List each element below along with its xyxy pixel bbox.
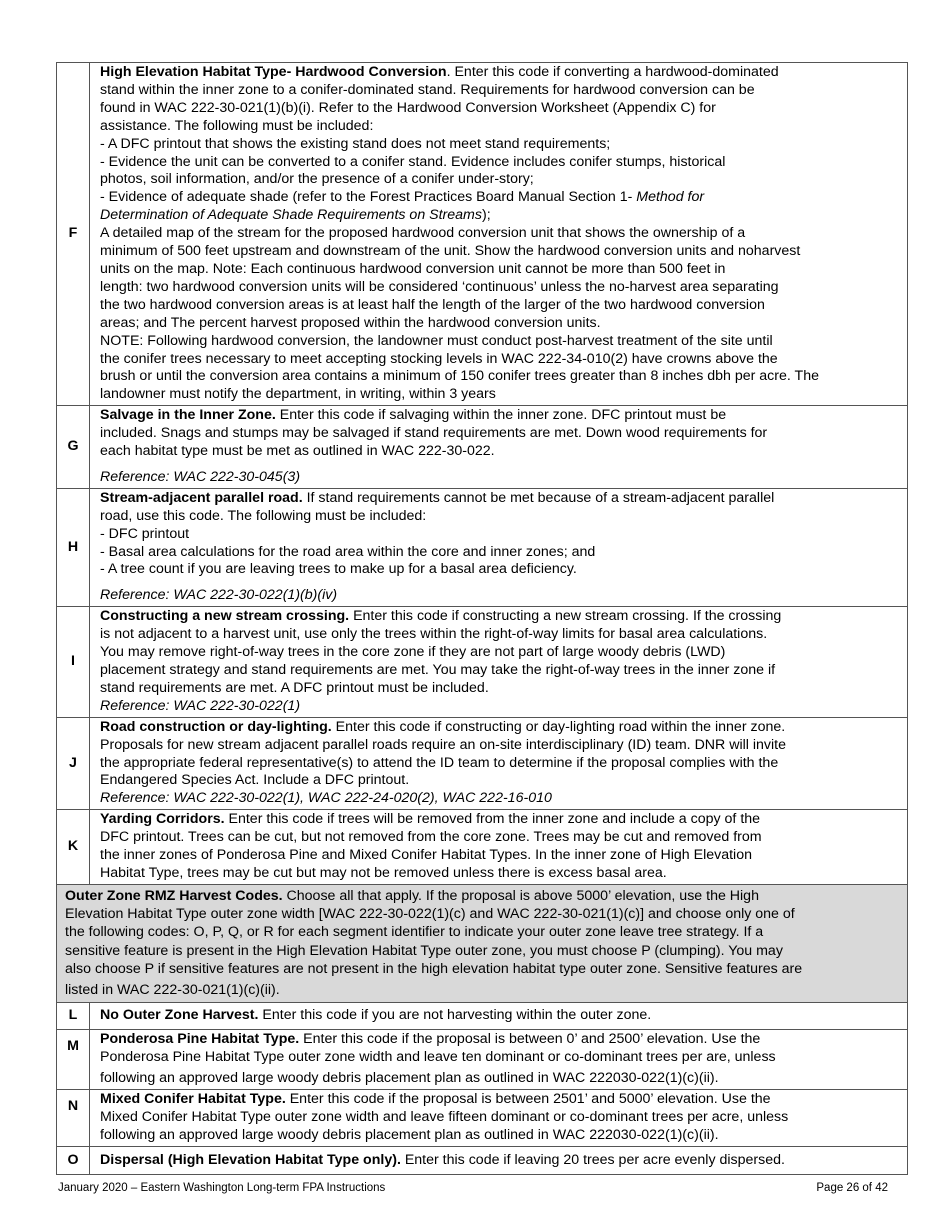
row-title: Dispersal (High Elevation Habitat Type only). bbox=[100, 1151, 401, 1168]
row-title: Road construction or day-lighting. bbox=[100, 718, 332, 735]
row-code: N bbox=[57, 1090, 90, 1147]
harvest-codes-table bbox=[56, 62, 908, 1175]
table-row bbox=[57, 717, 908, 810]
table-row bbox=[57, 488, 908, 606]
row-code: H bbox=[57, 488, 90, 606]
row-title: Yarding Corridors. bbox=[100, 811, 225, 828]
row-code: K bbox=[57, 810, 90, 885]
reference-text: Reference: WAC 222-30-022(1) bbox=[100, 697, 301, 714]
reference-text: Reference: WAC 222-30-022(1), WAC 222-24-020(2), WAC 222-16-010 bbox=[100, 790, 552, 807]
table-row bbox=[57, 1029, 908, 1090]
table-row bbox=[57, 1147, 908, 1175]
row-title: Salvage in the Inner Zone. bbox=[100, 407, 276, 424]
row-title: Stream-adjacent parallel road. bbox=[100, 489, 303, 506]
reference-text: Reference: WAC 222-30-022(1)(b)(iv) bbox=[100, 587, 338, 604]
row-code: I bbox=[57, 607, 90, 717]
outer-zone-section-header: Outer Zone RMZ Harvest Codes. Choose all that apply. If the proposal is above 5000’ elevation, use the High Elevation Habitat Type outer zone width [WAC 222-30-022(1)(c) and WAC 222-30-021(1)(c)] and choose only one of the following codes: O, P, Q, or R for each segment identifier to indicate your outer zone leave tree strategy. If a sensitive feature is present in the High Elevation Habitat Type outer zone, you must choose P (clumping). You may also choose P if sensitive features are not present in the high elevation habitat type outer zone. Sensitive features are listed in WAC 222-30-021(1)(c)(ii). bbox=[57, 884, 908, 1002]
row-description: Stream-adjacent parallel road. If stand requirements cannot be met because of a stream-adjacent parallel road, use this code. The following must be included: - DFC printout - Basal area calculations for the road area within the core and inner zones; and - A tree count if you are leaving trees to make up for a basal area deficiency. Reference: WAC 222-30-022(1)(b)(iv) bbox=[90, 488, 908, 606]
footer-document-title: January 2020 – Eastern Washington Long-term FPA Instructions bbox=[58, 1182, 386, 1194]
table-row bbox=[57, 406, 908, 489]
row-description: Yarding Corridors. Enter this code if trees will be removed from the inner zone and include a copy of the DFC printout. Trees can be cut, but not removed from the core zone. Trees may be cut and removed from the inner zones of Ponderosa Pine and Mixed Conifer Habitat Types. In the inner zone of High Elevation Habitat Type, trees may be cut but may not be removed unless there is excess basal area. bbox=[90, 810, 908, 885]
row-code: L bbox=[57, 1002, 90, 1029]
row-code: M bbox=[57, 1029, 90, 1090]
row-title: Mixed Conifer Habitat Type. bbox=[100, 1091, 286, 1108]
row-title: Ponderosa Pine Habitat Type. bbox=[100, 1030, 300, 1047]
table-row bbox=[57, 810, 908, 885]
table-row bbox=[57, 1090, 908, 1147]
row-title: High Elevation Habitat Type- Hardwood Conversion bbox=[100, 64, 447, 80]
row-description: No Outer Zone Harvest. Enter this code if you are not harvesting within the outer zone. bbox=[90, 1002, 908, 1029]
reference-text: Reference: WAC 222-30-045(3) bbox=[100, 468, 301, 485]
row-description: High Elevation Habitat Type- Hardwood Conversion. Enter this code if converting a hardwood-dominated stand within the inner zone to a conifer-dominated stand. Requirements for hardwood conversion can be found in WAC 222-30-021(1)(b)(i). Refer to the Hardwood Conversion Worksheet (Appendix C) for assistance. The following must be included: - A DFC printout that shows the existing stand does not meet stand requirements; - Evidence the unit can be converted to a conifer stand. Evidence includes conifer stumps, historical photos, soil information, and/or the presence of a conifer under-story; - Evidence of adequate shade (refer to the Forest Practices Board Manual Section 1- Method for Determination of Adequate Shade Requirements on Streams); A detailed map of the stream for the proposed hardwood conversion unit that shows the ownership of a minimum of 500 feet upstream and downstream of the unit. Show the hardwood conversion units and noharvest units on the map. Note: Each continuous hardwood conversion unit cannot be more than 500 feet in length: two hardwood conversion units will be considered ‘continuous’ unless the no-harvest area separating the two hardwood conversion areas is at least half the length of the larger of the two hardwood conversion areas; and The percent harvest proposed within the hardwood conversion units. NOTE: Following hardwood conversion, the landowner must conduct post-harvest treatment of the site until the conifer trees necessary to meet accepting stocking levels in WAC 222-34-010(2) have crowns above the brush or until the conversion area contains a minimum of 150 conifer trees greater than 8 inches dbh per acre. The landowner must notify the department, in writing, within 3 years bbox=[90, 63, 908, 406]
row-description: Mixed Conifer Habitat Type. Enter this code if the proposal is between 2501’ and 5000’ elevation. Use the Mixed Conifer Habitat Type outer zone width and leave fifteen dominant or co-dominant trees per acre, unless following an approved large woody debris placement plan as outlined in WAC 222030-022(1)(c)(ii). bbox=[90, 1090, 908, 1147]
table-row bbox=[57, 607, 908, 717]
row-code: F bbox=[57, 63, 90, 406]
section-header-row bbox=[57, 884, 908, 1002]
section-title: Outer Zone RMZ Harvest Codes. bbox=[65, 887, 283, 904]
table-row bbox=[57, 63, 908, 406]
row-code: J bbox=[57, 717, 90, 810]
row-description: Ponderosa Pine Habitat Type. Enter this code if the proposal is between 0’ and 2500’ elevation. Use the Ponderosa Pine Habitat Type outer zone width and leave ten dominant or co-dominant trees per are, unless following an approved large woody debris placement plan as outlined in WAC 222030-022(1)(c)(ii). bbox=[90, 1029, 908, 1090]
footer-page-number: Page 26 of 42 bbox=[816, 1182, 888, 1194]
table-row bbox=[57, 1002, 908, 1029]
row-description: Dispersal (High Elevation Habitat Type only). Enter this code if leaving 20 trees per acre evenly dispersed. bbox=[90, 1147, 908, 1175]
row-description: Constructing a new stream crossing. Enter this code if constructing a new stream crossing. If the crossing is not adjacent to a harvest unit, use only the trees within the right-of-way limits for basal area calculations. You may remove right-of-way trees in the core zone if they are not part of large woody debris (LWD) placement strategy and stand requirements are met. You may take the right-of-way trees in the inner zone if stand requirements are met. A DFC printout must be included. Reference: WAC 222-30-022(1) bbox=[90, 607, 908, 717]
row-title: No Outer Zone Harvest. bbox=[100, 1006, 259, 1023]
row-title: Constructing a new stream crossing. bbox=[100, 608, 350, 625]
row-code: G bbox=[57, 406, 90, 489]
row-code: O bbox=[57, 1147, 90, 1175]
row-description: Road construction or day-lighting. Enter this code if constructing or day-lighting road within the inner zone. Proposals for new stream adjacent parallel roads require an on-site interdisciplinary (ID) team. DNR will invite the appropriate federal representative(s) to attend the ID team to determine if the proposal complies with the Endangered Species Act. Include a DFC printout. Reference: WAC 222-30-022(1), WAC 222-24-020(2), WAC 222-16-010 bbox=[90, 717, 908, 810]
row-description: Salvage in the Inner Zone. Enter this code if salvaging within the inner zone. DFC printout must be included. Snags and stumps may be salvaged if stand requirements are met. Down wood requirements for each habitat type must be met as outlined in WAC 222-30-022. Reference: WAC 222-30-045(3) bbox=[90, 406, 908, 489]
